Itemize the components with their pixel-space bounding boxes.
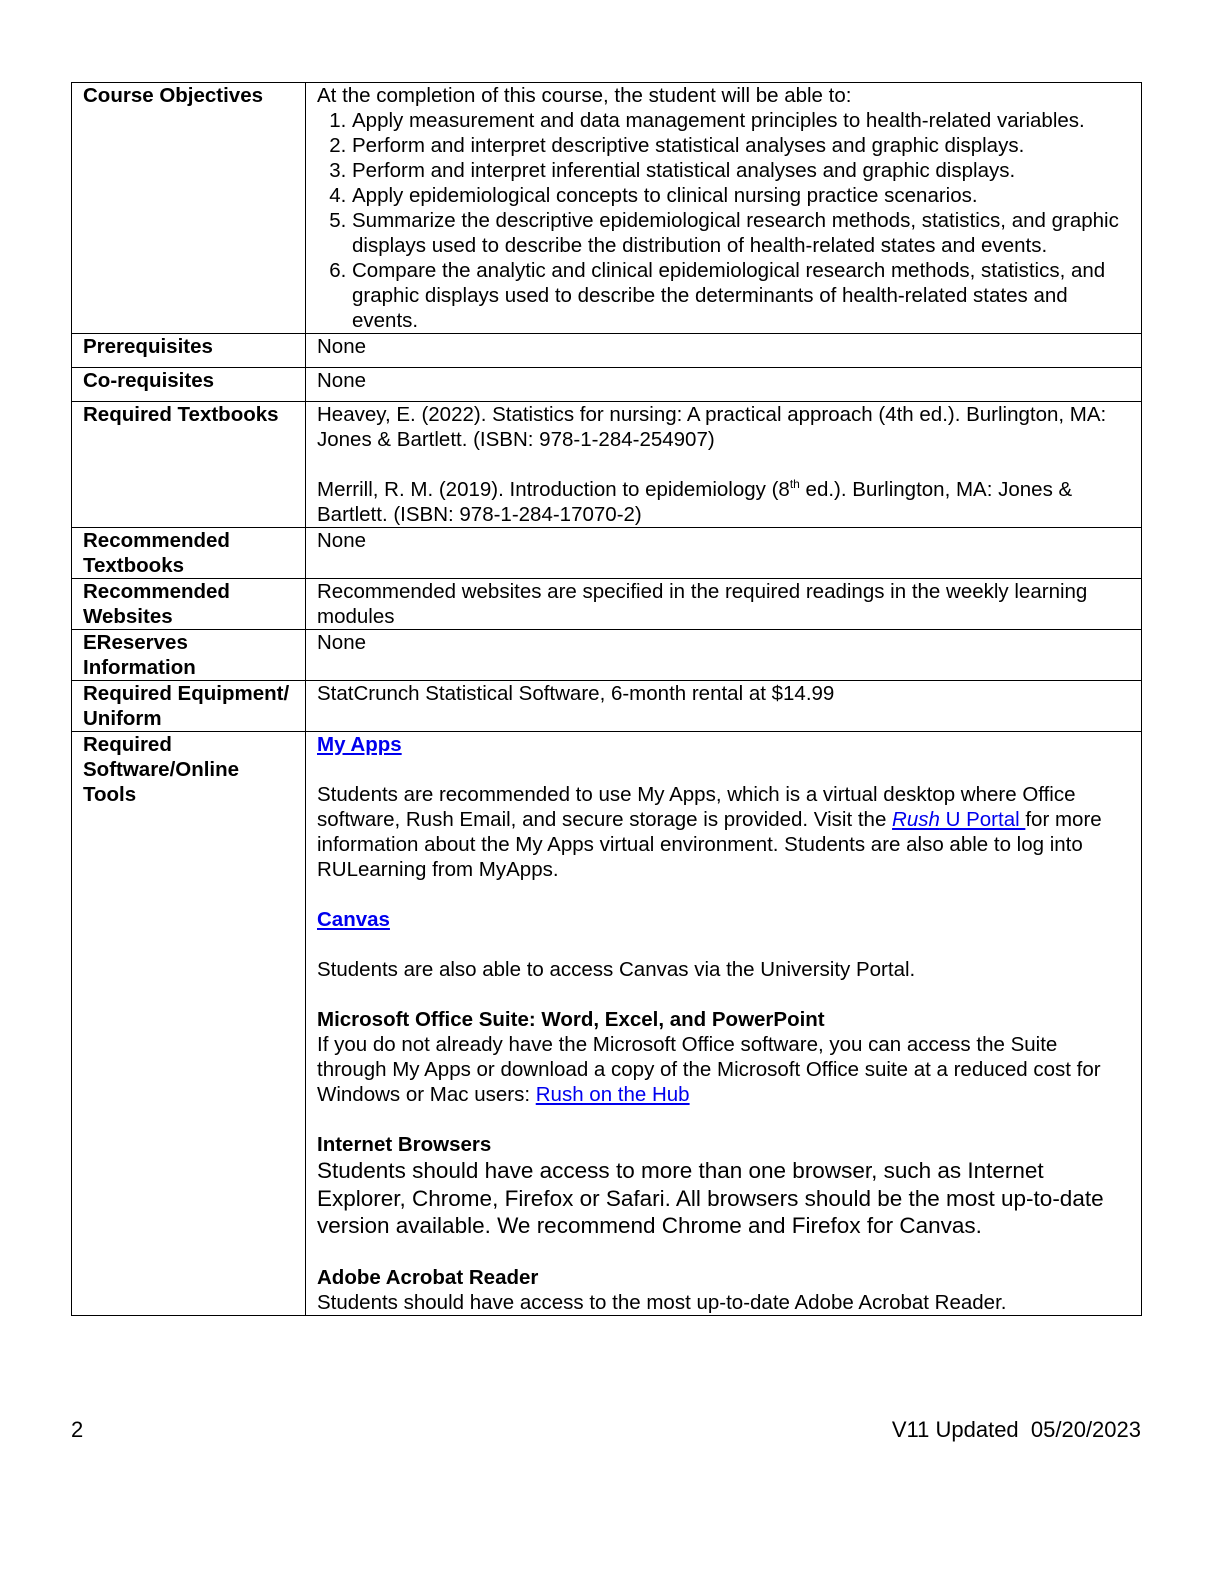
- objective-item: 2. Perform and interpret descriptive statistical analyses and graphic displays.: [352, 133, 1131, 158]
- edition-superscript: th: [789, 477, 800, 492]
- adobe-description: Students should have access to the most up-to-date Adobe Acrobat Reader.: [317, 1290, 1007, 1314]
- my-apps-text-2: for more information about the My Apps virtual environment. Students are also able to log into RULearning from MyApps.: [317, 808, 1102, 881]
- textbook-merrill: [317, 477, 1131, 527]
- row-required-textbooks: [72, 402, 1142, 528]
- office-heading: Microsoft Office Suite: Word, Excel, and PowerPoint: [317, 1008, 825, 1031]
- textbook-merrill-part2: ed.). Burlington, MA: Jones & Bartlett. (ISBN: 978-1-284-17070-2): [317, 478, 1073, 526]
- page-number: 2: [71, 1417, 84, 1442]
- rush-link-italic[interactable]: Rush: [892, 808, 940, 831]
- required-equipment-label: Required Equipment/ Uniform: [72, 681, 306, 732]
- my-apps-description: [317, 782, 1131, 882]
- prerequisites-value: None: [306, 334, 1142, 368]
- required-software-label: Required Software/Online Tools: [72, 732, 306, 1316]
- recommended-websites-label: Recommended Websites: [72, 579, 306, 630]
- my-apps-text-1: Students are recommended to use My Apps, which is a virtual desktop where Office software, Rush Email, and secure storage is provided. Visit the: [317, 783, 1076, 831]
- syllabus-table: [71, 82, 1142, 1316]
- corequisites-value: None: [306, 368, 1142, 402]
- rush-link-rest[interactable]: U Portal: [939, 808, 1026, 831]
- course-objectives-label: Course Objectives: [72, 83, 306, 334]
- objective-item: 6. Compare the analytic and clinical epidemiological research methods, statistics, and graphic displays used to describe the determinants of health-related states and events.: [352, 258, 1131, 333]
- objective-item: 4. Apply epidemiological concepts to clinical nursing practice scenarios.: [352, 183, 1131, 208]
- office-text: If you do not already have the Microsoft Office software, you can access the Suite through My Apps or download a copy of the Microsoft Office suite at a reduced cost for Windows or Mac users:: [317, 1033, 1101, 1106]
- prerequisites-label: Prerequisites: [72, 334, 306, 368]
- row-required-software: [72, 732, 1142, 1316]
- required-textbooks-content: [306, 402, 1142, 528]
- course-objectives-content: [306, 83, 1142, 334]
- objective-item: 5. Summarize the descriptive epidemiological research methods, statistics, and graphic displays used to describe the distribution of health-related states and events.: [352, 208, 1131, 258]
- version-footer: V11 Updated 05/20/2023: [891, 1417, 1141, 1442]
- textbook-merrill-part1: Merrill, R. M. (2019). Introduction to epidemiology (8: [317, 478, 790, 501]
- ereserves-value: None: [306, 630, 1142, 681]
- rush-u-portal-link[interactable]: [892, 808, 1025, 831]
- adobe-heading: Adobe Acrobat Reader: [317, 1265, 539, 1289]
- required-software-content: [306, 732, 1142, 1316]
- canvas-link[interactable]: Canvas: [317, 908, 390, 931]
- row-recommended-websites: [72, 579, 1142, 630]
- row-recommended-textbooks: [72, 528, 1142, 579]
- objective-item: 3. Perform and interpret inferential statistical analyses and graphic displays.: [352, 158, 1131, 183]
- textbook-heavey: Heavey, E. (2022). Statistics for nursing: A practical approach (4th ed.). Burlington, MA: Jones & Bartlett. (ISBN: 978-1-284-254907): [317, 403, 1107, 451]
- objective-item: 1. Apply measurement and data management principles to health-related variables.: [352, 108, 1131, 133]
- row-course-objectives: [72, 83, 1142, 334]
- rush-on-the-hub-link[interactable]: Rush on the Hub: [535, 1083, 690, 1106]
- recommended-textbooks-value: None: [306, 528, 1142, 579]
- office-description: [317, 1032, 1131, 1107]
- objectives-intro: At the completion of this course, the student will be able to:: [317, 84, 852, 107]
- required-equipment-value: StatCrunch Statistical Software, 6-month rental at $14.99: [306, 681, 1142, 732]
- browsers-heading: Internet Browsers: [317, 1133, 492, 1156]
- corequisites-label: Co-requisites: [72, 368, 306, 402]
- row-prerequisites: [72, 334, 1142, 368]
- recommended-textbooks-label: Recommended Textbooks: [72, 528, 306, 579]
- row-required-equipment: [72, 681, 1142, 732]
- row-ereserves: [72, 630, 1142, 681]
- ereserves-label: EReserves Information: [72, 630, 306, 681]
- required-textbooks-label: Required Textbooks: [72, 402, 306, 528]
- browsers-description: Students should have access to more than one browser, such as Internet Explorer, Chrome, Firefox or Safari. All browsers should be the most up-to-date version available. We recommend Chrome and Firefox for Canvas.: [317, 1158, 1104, 1238]
- row-corequisites: [72, 368, 1142, 402]
- recommended-websites-value: Recommended websites are specified in the required readings in the weekly learning modules: [306, 579, 1142, 630]
- my-apps-link[interactable]: My Apps: [317, 733, 402, 756]
- objectives-list: [317, 108, 1131, 333]
- canvas-description: Students are also able to access Canvas via the University Portal.: [317, 958, 916, 981]
